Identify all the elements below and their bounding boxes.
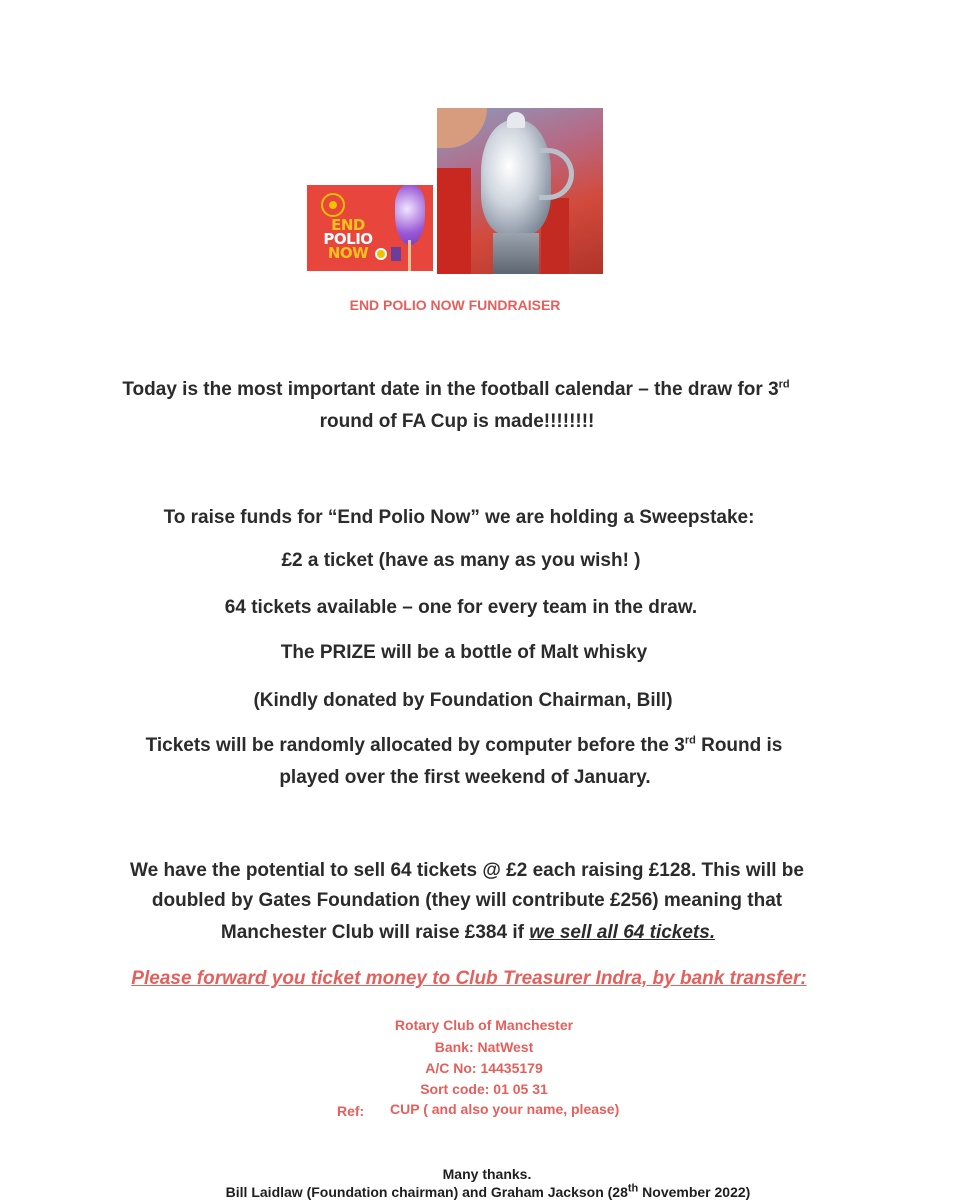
trophy-base: [493, 233, 539, 274]
allocation-line-1: [0, 735, 928, 757]
signature-text-a: Bill Laidlaw (Foundation chairman) and Graham Jackson (28: [225, 1184, 628, 1200]
intro-line-1-text: Today is the most important date in the football calendar – the draw for 3: [122, 379, 779, 400]
end-polio-now-logo: [307, 185, 433, 271]
logo-text: [313, 218, 383, 260]
ref-label: Ref:: [337, 1103, 365, 1119]
potential-line-2: doubled by Gates Foundation (they will contribute £256) meaning that: [151, 890, 783, 911]
signature-text-b: November 2022): [638, 1184, 751, 1200]
logo-line-end: END: [331, 216, 365, 234]
ribbon-left: [437, 168, 471, 274]
purple-finger-icon: [395, 185, 425, 245]
hand-shape: [437, 108, 487, 148]
bank-name: Bank: NatWest: [434, 1039, 534, 1055]
bank-account-name: Rotary Club of Manchester: [394, 1017, 574, 1033]
sell-all-tickets-emphasis: we sell all 64 tickets.: [529, 922, 716, 943]
sweepstake-line: To raise funds for “End Polio Now” we are holding a Sweepstake:: [163, 507, 755, 528]
intro-superscript: rd: [778, 378, 790, 391]
ref-value: CUP ( and also your name, please): [390, 1101, 620, 1117]
donation-line: (Kindly donated by Foundation Chairman, Bill): [253, 690, 673, 711]
potential-line-3-text: Manchester Club will raise £384 if: [220, 922, 530, 943]
finger-stick: [408, 240, 411, 271]
intro-line-1: [0, 379, 912, 401]
page-heading: END POLIO NOW FUNDRAISER: [349, 297, 561, 313]
sort-code: Sort code: 01 05 31: [420, 1081, 548, 1097]
signature-line: [0, 1184, 962, 1200]
thanks-line: Many thanks.: [442, 1166, 532, 1182]
logo-line-now: NOW: [327, 244, 369, 262]
mini-badge-icon: [391, 247, 401, 261]
mini-rotary-icon: [375, 248, 387, 260]
tickets-available-line: 64 tickets available – one for every team in the draw.: [224, 597, 698, 618]
potential-line-1: We have the potential to sell 64 tickets @ £2 each raising £128. This will be: [130, 860, 804, 881]
logo-line-polio: POLIO: [323, 230, 373, 248]
prize-line: The PRIZE will be a bottle of Malt whisky: [280, 642, 648, 663]
account-number: A/C No: 14435179: [425, 1060, 543, 1076]
forward-instruction: Please forward you ticket money to Club Treasurer Indra, by bank transfer:: [131, 968, 807, 989]
trophy-lid: [507, 112, 525, 128]
potential-line-3: [0, 922, 936, 944]
allocation-superscript: rd: [684, 734, 696, 747]
intro-line-2: round of FA Cup is made!!!!!!!!: [319, 411, 595, 432]
trophy-handle: [539, 148, 574, 200]
signature-superscript: th: [627, 1182, 639, 1195]
allocation-line-2: played over the first weekend of January.: [279, 767, 651, 788]
fa-cup-trophy-photo: [437, 108, 603, 274]
allocation-text-a: Tickets will be randomly allocated by computer before the 3: [145, 735, 685, 756]
rotary-wheel-icon: [321, 193, 345, 217]
allocation-text-b: Round is: [695, 735, 783, 756]
ticket-price-line: £2 a ticket (have as many as you wish! ): [281, 550, 641, 571]
